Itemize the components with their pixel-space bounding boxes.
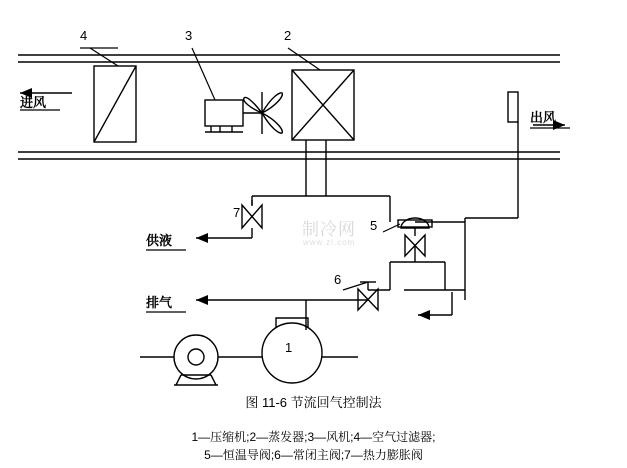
watermark-text: 制冷网 [302, 220, 356, 239]
legend-line-1: 1—压缩机;2—蒸发器;3—风机;4—空气过滤器; [191, 430, 436, 444]
legend-line-2: 5—恒温导阀;6—常闭主阀;7—热力膨胀阀 [204, 448, 423, 462]
label-liquid-supply: 供液 [146, 233, 173, 248]
label-outlet-air: 出风 [530, 110, 557, 125]
callout-2: 2 [284, 28, 292, 43]
callout-7: 7 [233, 205, 241, 220]
callout-3: 3 [185, 28, 193, 43]
main-valve-6 [358, 282, 378, 310]
evaporator-component [292, 70, 354, 140]
callout-1: 1 [285, 340, 293, 355]
label-inlet-air: 进风 [20, 95, 47, 110]
callout-leaders [80, 48, 400, 290]
callout-4: 4 [80, 28, 88, 43]
label-discharge-gas: 排气 [146, 295, 173, 310]
thermal-expansion-valve-7 [242, 200, 262, 228]
callout-5: 5 [370, 218, 378, 233]
figure-caption: 图 11-6 节流回气控制法 [245, 395, 382, 410]
watermark-subtext: www.zl.com [303, 238, 356, 247]
compressor-component [140, 318, 358, 385]
outlet-element [508, 92, 518, 122]
air-filter-component [94, 66, 136, 142]
callout-6: 6 [334, 272, 342, 287]
fan-component [205, 92, 282, 134]
